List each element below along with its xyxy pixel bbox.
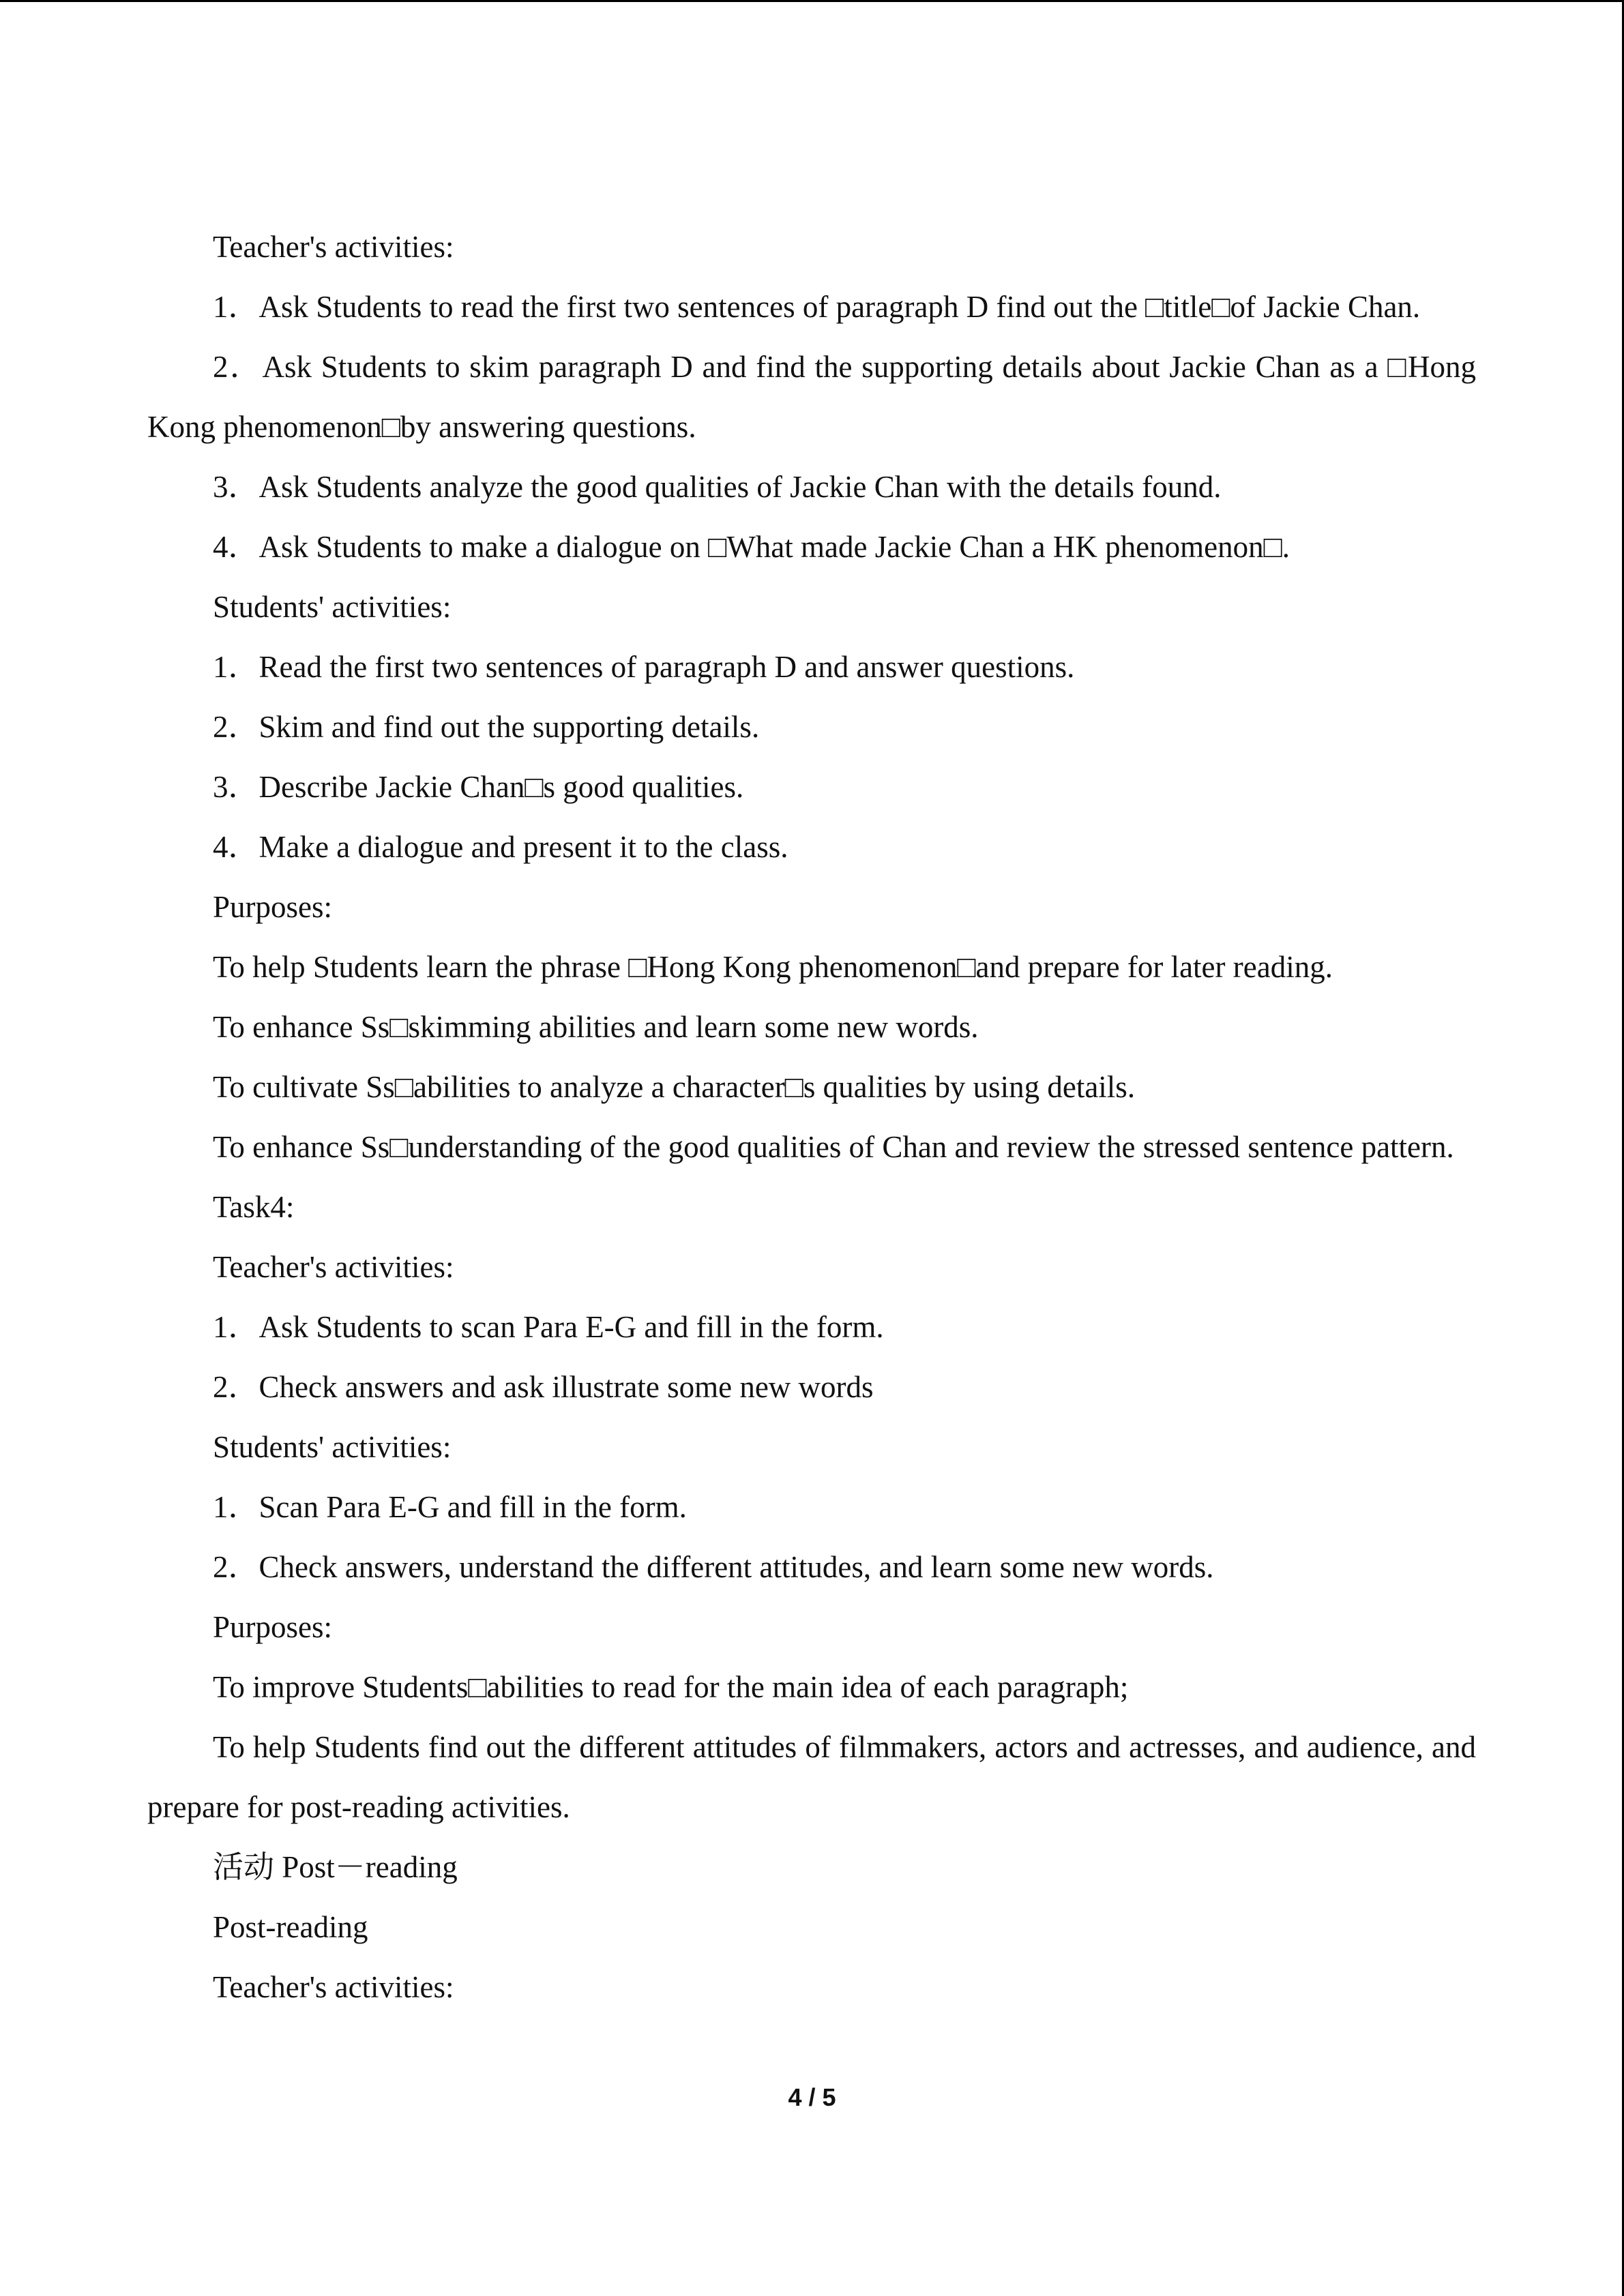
- paragraph: To improve Students□abilities to read for the main idea of each paragraph;: [213, 1670, 1129, 1704]
- paragraph: Purposes:: [213, 890, 333, 924]
- paragraph: 1．Ask Students to read the first two sentences of paragraph D find out the □title□of Jackie Chan.: [213, 290, 1421, 324]
- document-body: [147, 217, 1476, 2017]
- paragraph: 1．Ask Students to scan Para E-G and fill in the form.: [213, 1310, 884, 1344]
- paragraph: To enhance Ss□skimming abilities and learn some new words.: [213, 1010, 979, 1044]
- paragraph: Purposes:: [213, 1610, 333, 1644]
- paragraph: 4．Ask Students to make a dialogue on □What made Jackie Chan a HK phenomenon□.: [213, 530, 1290, 564]
- paragraph: Teacher's activities:: [213, 1250, 454, 1284]
- paragraph: Students' activities:: [213, 590, 452, 624]
- paragraph: To help Students find out the different attitudes of filmmakers, actors and actresses, and audience, and prepare for post-reading activities.: [147, 1730, 1476, 1824]
- page-number: 4 / 5: [788, 2083, 836, 2111]
- paragraph: Teacher's activities:: [213, 1970, 454, 2004]
- paragraph: 1．Scan Para E-G and fill in the form.: [213, 1490, 687, 1524]
- paragraph: Post-reading: [213, 1910, 368, 1944]
- paragraph: To cultivate Ss□abilities to analyze a character□s qualities by using details.: [213, 1070, 1136, 1104]
- paragraph: 2．Skim and find out the supporting details.: [213, 710, 760, 744]
- paragraph: 2．Ask Students to skim paragraph D and find the supporting details about Jackie Chan as a □Hong Kong phenomenon□by answering questions.: [147, 350, 1476, 444]
- paragraph: 活动 Post－reading: [213, 1850, 458, 1884]
- paragraph: To enhance Ss□understanding of the good qualities of Chan and review the stressed sentence pattern.: [213, 1130, 1454, 1164]
- paragraph: Task4:: [213, 1190, 295, 1224]
- paragraph: Students' activities:: [213, 1430, 452, 1464]
- paragraph: 2．Check answers and ask illustrate some new words: [213, 1370, 874, 1404]
- paragraph: To help Students learn the phrase □Hong Kong phenomenon□and prepare for later reading.: [213, 950, 1333, 984]
- paragraph: 2．Check answers, understand the different attitudes, and learn some new words.: [213, 1550, 1214, 1584]
- paragraph: 3．Ask Students analyze the good qualities of Jackie Chan with the details found.: [213, 470, 1222, 504]
- paragraph: 1．Read the first two sentences of paragraph D and answer questions.: [213, 650, 1075, 684]
- paragraph: Teacher's activities:: [213, 230, 454, 264]
- paragraph: 4．Make a dialogue and present it to the class.: [213, 830, 788, 864]
- paragraph: 3．Describe Jackie Chan□s good qualities.: [213, 770, 744, 804]
